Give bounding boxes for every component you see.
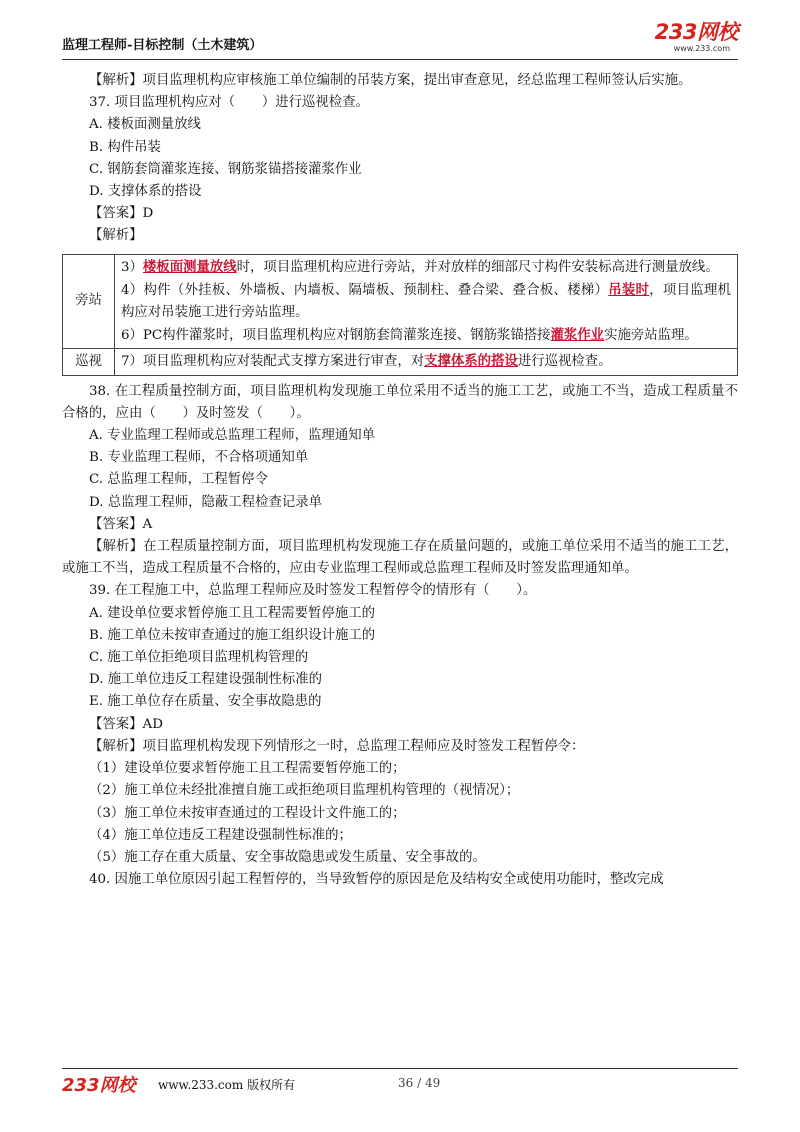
page-footer	[62, 1068, 738, 1098]
category-cell: 巡视	[63, 349, 115, 375]
highlight-text: 灌浆作业	[550, 327, 605, 344]
q37-option-a: A. 楼板面测量放线	[89, 117, 201, 133]
document-title: 监理工程师-目标控制（土木建筑）	[62, 38, 263, 53]
q38-question: 38. 在工程质量控制方面，项目监理机构发现施工单位采用不适当的施工工艺，或施工不当，造成工程质量不合格的，应由（ ）及时签发（ ）。	[62, 383, 738, 421]
table-content-cell	[115, 349, 738, 375]
highlight-text: 支撑体系的搭设	[424, 353, 518, 370]
table-row	[63, 254, 738, 349]
highlight-text: 楼板面测量放线	[142, 258, 237, 275]
page-content	[62, 70, 738, 891]
q39-point-2: （2）施工单位未经批准擅自施工或拒绝项目监理机构管理的（视情况）；	[89, 783, 520, 799]
q37-option-d: D. 支撑体系的搭设	[89, 184, 202, 200]
q39-option-b: B. 施工单位未按审查通过的施工组织设计施工的	[89, 627, 376, 643]
logo-text: 233网校	[654, 20, 738, 44]
footer-copyright: www.233.com 版权所有	[158, 1078, 296, 1092]
q39-option-a: A. 建设单位要求暂停施工且工程需要暂停施工的	[89, 605, 375, 621]
q37-question: 37. 项目监理机构应对（ ）进行巡视检查。	[89, 95, 369, 111]
page-number: 36 / 49	[398, 1076, 441, 1090]
item-3: 3）楼板面测量放线时，项目监理机构应进行旁站，并对放样的细部尺寸构件安装标高进行测量放线。	[121, 258, 719, 275]
item-6: 6）PC构件灌浆时，项目监理机构应对钢筋套筒灌浆连接、钢筋浆锚搭接灌浆作业实施旁站监理。	[121, 327, 698, 344]
table-row	[63, 349, 738, 375]
intro-analysis: 【解析】项目监理机构应审核施工单位编制的吊装方案，提出审查意见，经总监理工程师签认后实施。	[89, 73, 692, 88]
q40-question: 40. 因施工单位原因引起工程暂停的，当导致暂停的原因是危及结构安全或使用功能时，整改完成	[89, 872, 664, 888]
item-4: 4）构件（外挂板、外墙板、内墙板、隔墙板、预制柱、叠合梁、叠合板、楼梯）吊装时，项目监理机构应对吊装施工进行旁站监理。	[121, 281, 732, 321]
q38-option-b: B. 专业监理工程师，不合格项通知单	[89, 450, 309, 466]
q39-option-d: D. 施工单位违反工程建设强制性标准的	[89, 672, 323, 688]
q37-answer: 【答案】D	[89, 206, 154, 222]
logo-url: www.233.com	[673, 44, 730, 53]
q39-analysis: 【解析】项目监理机构发现下列情形之一时，总监理工程师应及时签发工程暂停令：	[89, 738, 585, 754]
q37-analysis: 【解析】	[89, 228, 143, 244]
q38-option-d: D. 总监理工程师，隐蔽工程检查记录单	[89, 494, 323, 510]
footer-logo: 233网校	[62, 1075, 136, 1096]
q38-answer: 【答案】A	[89, 516, 153, 532]
q37-option-b: B. 构件吊装	[89, 139, 161, 155]
q39-point-1: （1）建设单位要求暂停施工且工程需要暂停施工的；	[89, 761, 406, 777]
item-7: 7）项目监理机构应对装配式支撑方案进行审查，对支撑体系的搭设进行巡视检查。	[121, 353, 612, 370]
brand-logo	[640, 20, 738, 58]
q38-analysis: 【解析】在工程质量控制方面，项目监理机构发现施工存在质量问题的，或施工单位采用不适当的施工工艺，或施工不当，造成工程质量不合格的，应由专业监理工程师或总监理工程师及时签发监理通知单。	[62, 539, 738, 577]
page-header	[62, 20, 738, 60]
q38-option-c: C. 总监理工程师，工程暂停令	[89, 472, 268, 488]
category-cell: 旁站	[63, 254, 115, 349]
highlight-text: 吊装时	[608, 281, 650, 298]
q39-answer: 【答案】AD	[89, 716, 163, 732]
q38-option-a: A. 专业监理工程师或总监理工程师，监理通知单	[89, 428, 375, 444]
q39-point-3: （3）施工单位未按审查通过的工程设计文件施工的；	[89, 805, 406, 821]
table-content-cell	[115, 254, 738, 349]
q39-option-c: C. 施工单位拒绝项目监理机构管理的	[89, 650, 309, 666]
q39-point-4: （4）施工单位违反工程建设强制性标准的；	[89, 827, 352, 843]
q37-option-c: C. 钢筋套筒灌浆连接、钢筋浆锚搭接灌浆作业	[89, 161, 362, 177]
supervision-table	[62, 254, 738, 376]
q39-option-e: E. 施工单位存在质量、安全事故隐患的	[89, 694, 322, 710]
q39-point-5: （5）施工存在重大质量、安全事故隐患或发生质量、安全事故的。	[89, 849, 486, 865]
q39-question: 39. 在工程施工中，总监理工程师应及时签发工程暂停令的情形有（ ）。	[89, 583, 537, 599]
